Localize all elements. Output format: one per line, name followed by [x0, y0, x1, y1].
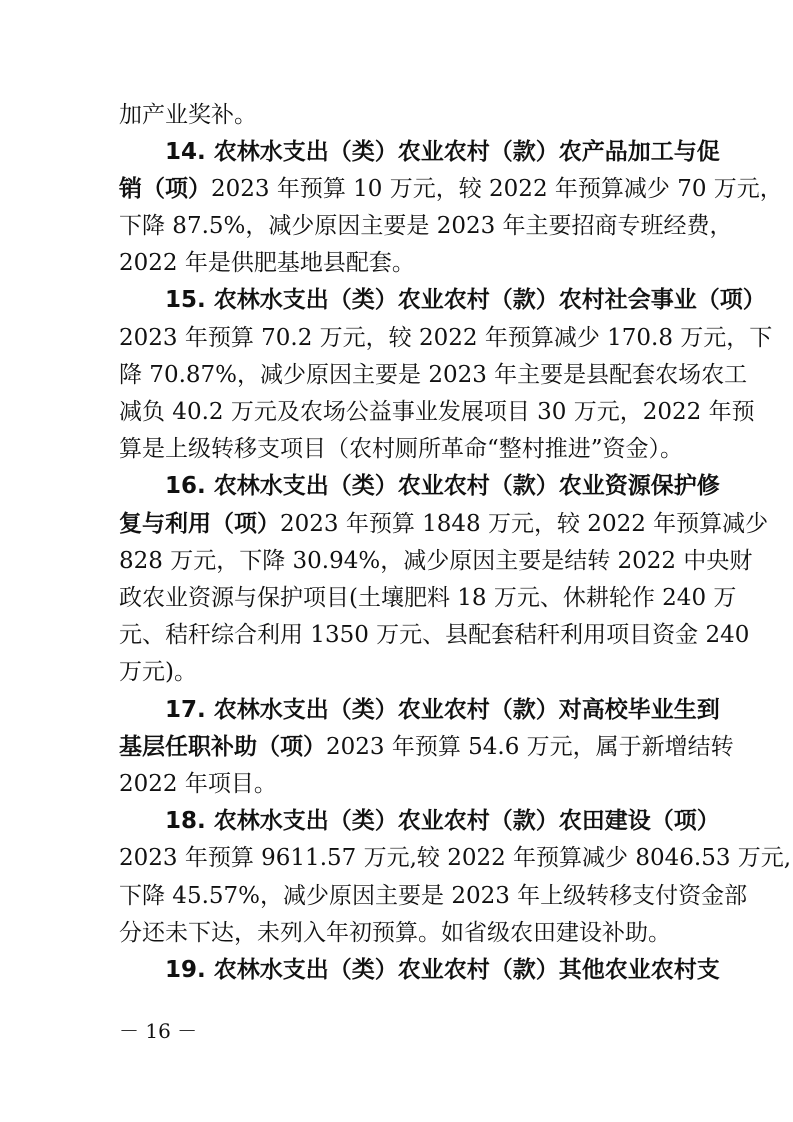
text-line: 加产业奖补。: [119, 102, 257, 128]
text-line: 基层任职补助（项）2023 年预算 54.6 万元，属于新增结转: [119, 734, 734, 760]
text-line: 2022 年是供肥基地县配套。: [119, 250, 415, 276]
text-line: 下降 87.5%，减少原因主要是 2023 年主要招商专班经费，: [119, 213, 733, 239]
text-line: 销（项）2023 年预算 10 万元，较 2022 年预算减少 70 万元，: [119, 176, 783, 202]
text-line: 元、秸秆综合利用 1350 万元、县配套秸秆利用项目资金 240: [119, 622, 750, 648]
text-line: 算是上级转移支项目（农村厕所革命“整村推进”资金）。: [119, 436, 684, 462]
text-line: 下降 45.57%，减少原因主要是 2023 年上级转移支付资金部: [119, 883, 748, 909]
text-line: 2023 年预算 9611.57 万元,较 2022 年预算减少 8046.53 万元,: [119, 845, 792, 871]
text-line: 降 70.87%，减少原因主要是 2023 年主要是县配套农场农工: [119, 362, 748, 388]
text-line: 分还未下达，未列入年初预算。如省级农田建设补助。: [119, 920, 671, 946]
text-line: 2023 年预算 70.2 万元，较 2022 年预算减少 170.8 万元，下: [119, 325, 773, 351]
text-line: 万元)。: [119, 659, 197, 685]
text-line: 政农业资源与保护项目(土壤肥料 18 万元、休耕轮作 240 万: [119, 585, 737, 611]
text-line: 828 万元，下降 30.94%，减少原因主要是结转 2022 中央财: [119, 548, 753, 574]
item-16-heading: 16. 农林水支出（类）农业农村（款）农业资源保护修: [165, 473, 720, 499]
text-line: 2022 年项目。: [119, 771, 277, 797]
item-18-heading: 18. 农林水支出（类）农业农村（款）农田建设（项）: [165, 808, 720, 834]
text-line: 减负 40.2 万元及农场公益事业发展项目 30 万元，2022 年预: [119, 399, 755, 425]
item-14-heading: 14. 农林水支出（类）农业农村（款）农产品加工与促: [165, 139, 720, 165]
text-line: 复与利用（项）2023 年预算 1848 万元，较 2022 年预算减少: [119, 511, 769, 537]
item-19-heading: 19. 农林水支出（类）农业农村（款）其他农业农村支: [165, 957, 720, 983]
page-number: － 16 －: [119, 1019, 198, 1043]
item-17-heading: 17. 农林水支出（类）农业农村（款）对高校毕业生到: [165, 697, 720, 723]
item-15-heading: 15. 农林水支出（类）农业农村（款）农村社会事业（项）: [165, 287, 766, 313]
